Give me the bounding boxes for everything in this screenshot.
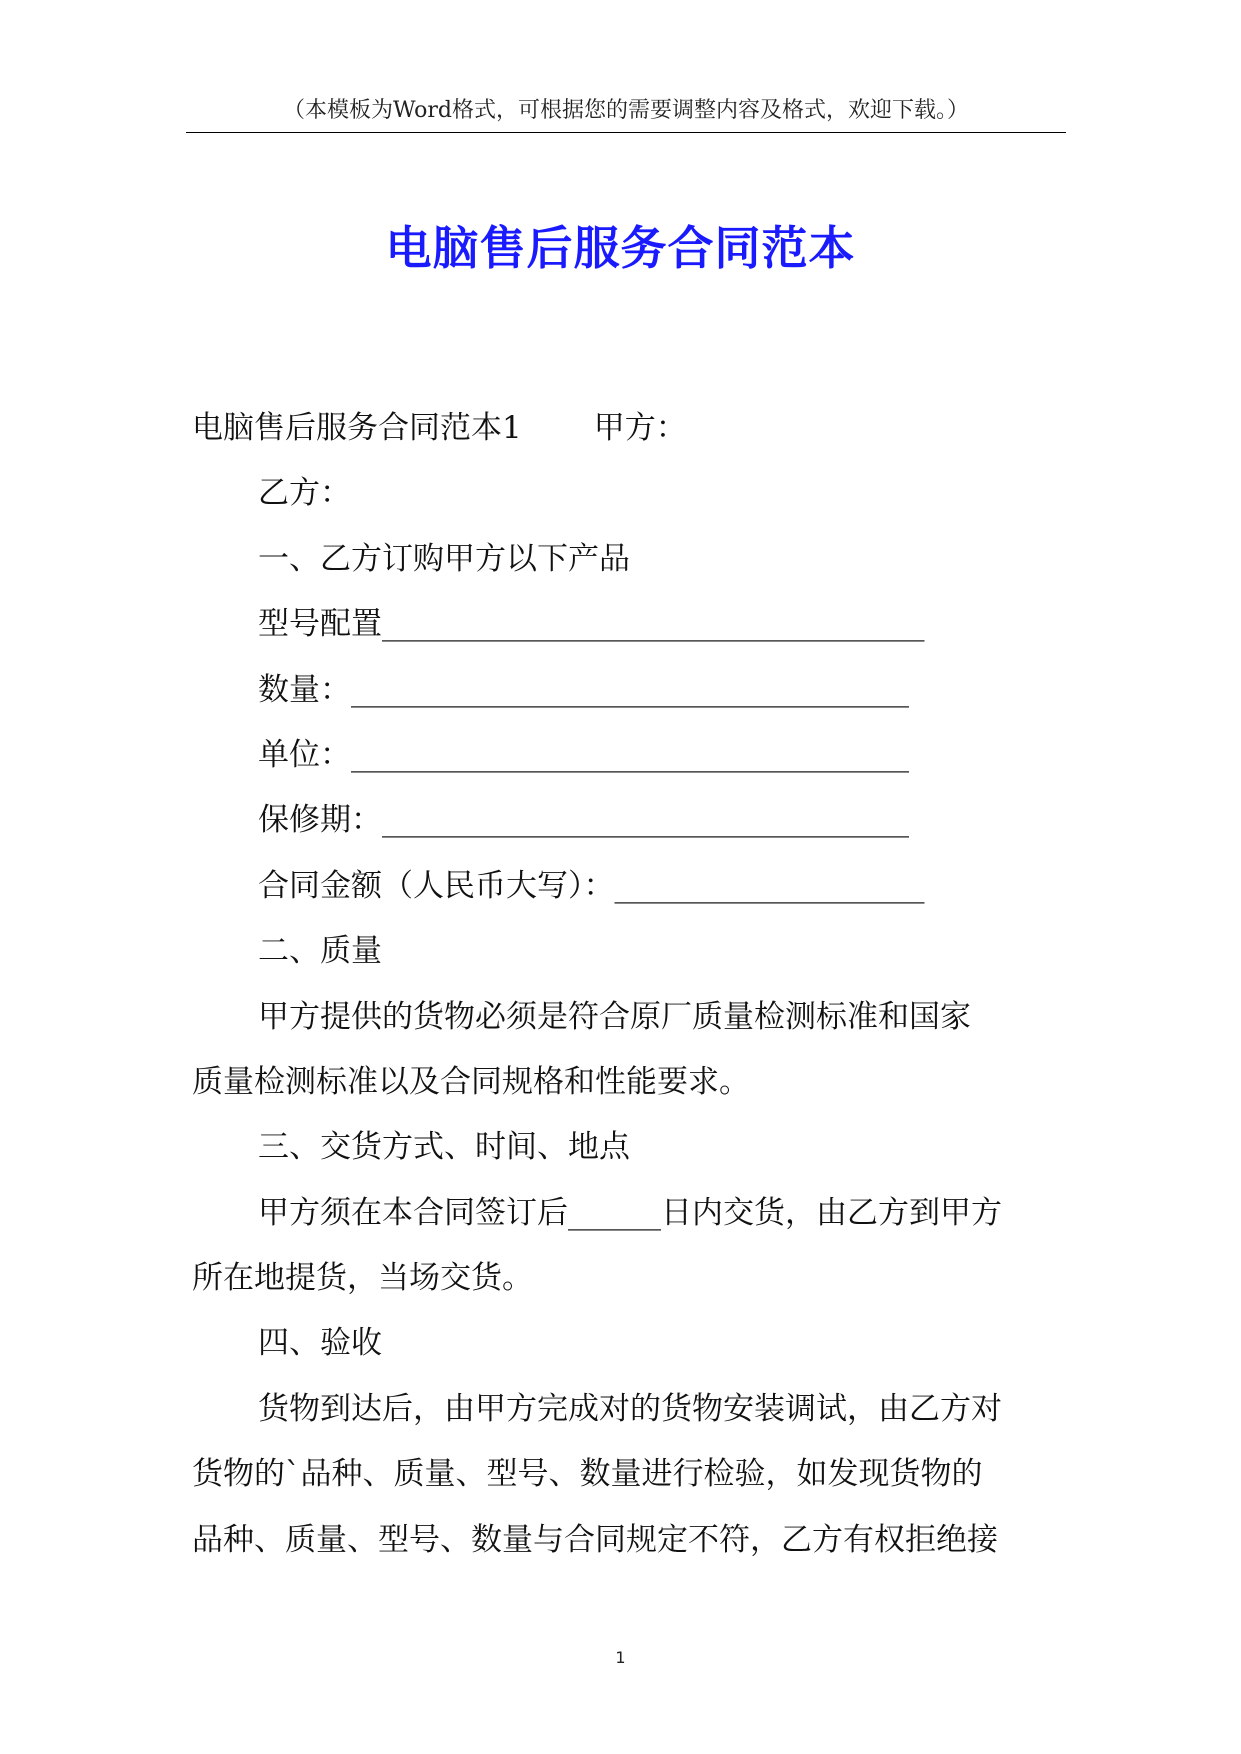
page-number: 1 [615, 1648, 626, 1667]
quality-paragraph-line-2: 质量检测标准以及合同规格和性能要求。 [192, 1063, 750, 1100]
header-note: （本模板为Word格式，可根据您的需要调整内容及格式，欢迎下载。） [283, 98, 969, 123]
section-4-heading: 四、验收 [258, 1325, 382, 1362]
document-title: 电脑售后服务合同范本 [385, 221, 856, 275]
section-2-heading: 二、质量 [258, 933, 382, 970]
contract-amount-field: 合同金额（人民币大写）：____________________ [258, 867, 925, 904]
delivery-paragraph-line-1: 甲方须在本合同签订后______日内交货，由乙方到甲方 [258, 1194, 1002, 1231]
acceptance-paragraph-line-2: 货物的`品种、质量、型号、数量进行检验，如发现货物的 [192, 1456, 983, 1493]
contract-subtitle: 电脑售后服务合同范本1 [192, 410, 522, 446]
section-1-heading: 一、乙方订购甲方以下产品 [258, 540, 630, 577]
header-rule [186, 132, 1066, 133]
delivery-paragraph-line-2: 所在地提货，当场交货。 [192, 1260, 533, 1297]
model-config-field: 型号配置___________________________________ [258, 606, 925, 643]
unit-field: 单位：____________________________________ [258, 736, 909, 773]
quality-paragraph-line-1: 甲方提供的货物必须是符合原厂质量检测标准和国家 [258, 998, 971, 1035]
body-line-1 [192, 396, 1072, 461]
acceptance-paragraph-line-1: 货物到达后，由甲方完成对的货物安装调试，由乙方对 [258, 1390, 1002, 1427]
party-b-label: 乙方： [258, 475, 351, 512]
section-3-heading: 三、交货方式、时间、地点 [258, 1129, 630, 1166]
document-body [192, 396, 1072, 1573]
quantity-field: 数量：____________________________________ [258, 671, 909, 708]
party-a-label: 甲方： [593, 410, 687, 446]
acceptance-paragraph-line-3: 品种、质量、型号、数量与合同规定不符，乙方有权拒绝接 [192, 1521, 998, 1558]
warranty-field: 保修期：__________________________________ [258, 802, 909, 839]
